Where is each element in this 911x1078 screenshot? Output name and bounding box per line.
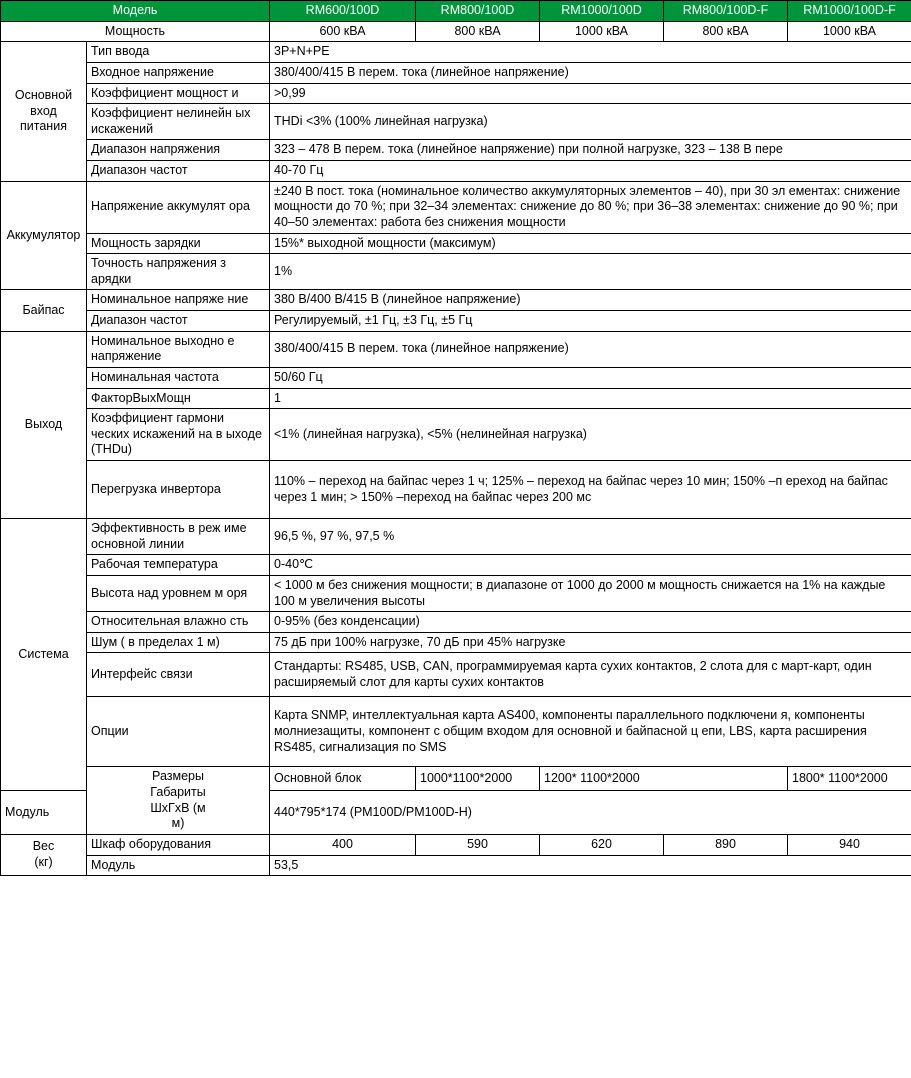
table-row: [1, 767, 911, 791]
value-charge-accuracy: 1%: [270, 254, 911, 290]
table-row: [1, 409, 911, 461]
table-row: [1, 140, 911, 161]
value-power-factor: >0,99: [270, 83, 911, 104]
group-dimensions-line2: Габариты: [150, 785, 206, 799]
value-charge-power: 15%* выходной мощности (максимум): [270, 233, 911, 254]
param-freq-range: Диапазон частот: [87, 161, 270, 182]
param-overload: Перегрузка инвертора: [87, 461, 270, 519]
group-battery: Аккумулятор: [1, 181, 87, 290]
table-row: [1, 575, 911, 611]
table-row: [1, 233, 911, 254]
group-main-input: Основной вход питания: [1, 42, 87, 181]
table-row: [1, 697, 911, 767]
table-row: [1, 161, 911, 182]
table-row: [1, 331, 911, 367]
param-input-type: Тип ввода: [87, 42, 270, 63]
group-dimensions-line1: Размеры: [152, 769, 204, 784]
group-bypass: Байпас: [1, 290, 87, 331]
param-noise: Шум ( в пределах 1 м): [87, 632, 270, 653]
param-charge-power: Мощность зарядки: [87, 233, 270, 254]
table-row: [1, 653, 911, 697]
table-row: [1, 612, 911, 633]
table-row: [1, 104, 911, 140]
value-options: Карта SNMP, интеллектуальная карта AS400, компоненты параллельного подключени я, компоненты молниезащиты, компонент с общим входом для основной и байпасной ц епи, LBS, карта расширения RS485, сигнализация по SMS: [270, 697, 911, 767]
table-row: [1, 42, 911, 63]
value-main-unit-c: 1800* 1100*2000: [788, 767, 911, 791]
header-col-1: RM600/100D: [270, 1, 416, 22]
header-col-5: RM1000/100D-F: [788, 1, 911, 22]
param-options: Опции: [87, 697, 270, 767]
value-overload: 110% – переход на байпас через 1 ч; 125% – переход на байпас через 10 мин; 150% –п ереход на байпас через 1 мин; > 150% –переход на байпас через 200 мс: [270, 461, 911, 519]
param-altitude: Высота над уровнем м оря: [87, 575, 270, 611]
value-output-freq: 50/60 Гц: [270, 367, 911, 388]
table-row-power: [1, 21, 911, 42]
value-battery-voltage: ±240 В пост. тока (номинальное количество аккумуляторных элементов – 40), при 30 эл ементах: снижение мощности до 70 %; при 32–34 элементах: снижение до 80 %; при 36–38 элементах: снижение до 90 %; при 40–50 элементах: работа без снижения мощности: [270, 181, 911, 233]
power-value-4: 800 кВА: [664, 21, 788, 42]
value-thd-factor: THDi <3% (100% линейная нагрузка): [270, 104, 911, 140]
param-module-dim: Модуль: [1, 790, 87, 834]
table-header-row: [1, 1, 911, 22]
group-dimensions-line3: ШхГхВ (м: [150, 800, 206, 815]
table-row: [1, 834, 911, 855]
group-weight: [1, 834, 87, 875]
table-row: [1, 461, 911, 519]
value-temperature: 0-40℃: [270, 555, 911, 576]
header-col-2: RM800/100D: [416, 1, 540, 22]
param-voltage-range: Диапазон напряжения: [87, 140, 270, 161]
table-row: [1, 555, 911, 576]
table-row: [1, 254, 911, 290]
param-output-pf: ФакторВыхМощн: [87, 388, 270, 409]
param-input-voltage: Входное напряжение: [87, 62, 270, 83]
value-output-pf: 1: [270, 388, 911, 409]
header-col-4: RM800/100D-F: [664, 1, 788, 22]
header-col-3: RM1000/100D: [540, 1, 664, 22]
power-value-3: 1000 кВА: [540, 21, 664, 42]
param-cabinet-weight: Шкаф оборудования: [87, 834, 270, 855]
param-power-factor: Коэффициент мощност и: [87, 83, 270, 104]
param-temperature: Рабочая температура: [87, 555, 270, 576]
value-freq-range: 40-70 Гц: [270, 161, 911, 182]
param-thd-factor: Коэффициент нелинейн ых искажений: [87, 104, 270, 140]
value-cabinet-weight-3: 620: [540, 834, 664, 855]
table-row: [1, 181, 911, 233]
param-battery-voltage: Напряжение аккумулят ора: [87, 181, 270, 233]
value-input-voltage: 380/400/415 В перем. тока (линейное напряжение): [270, 62, 911, 83]
param-output-freq: Номинальная частота: [87, 367, 270, 388]
table-row: [1, 388, 911, 409]
value-module-weight: 53,5: [270, 855, 911, 876]
value-efficiency: 96,5 %, 97 %, 97,5 %: [270, 519, 911, 555]
param-output-voltage: Номинальное выходно е напряжение: [87, 331, 270, 367]
param-output-thdu: Коэффициент гармони ческих искажений на в ыходе (THDu): [87, 409, 270, 461]
param-humidity: Относительная влажно сть: [87, 612, 270, 633]
group-system: Система: [1, 519, 87, 791]
power-value-2: 800 кВА: [416, 21, 540, 42]
value-cabinet-weight-5: 940: [788, 834, 911, 855]
value-bypass-voltage: 380 В/400 В/415 В (линейное напряжение): [270, 290, 911, 311]
param-bypass-voltage: Номинальное напряже ние: [87, 290, 270, 311]
group-weight-line1: Вес: [32, 839, 55, 854]
value-cabinet-weight-1: 400: [270, 834, 416, 855]
value-altitude: < 1000 м без снижения мощности; в диапазоне от 1000 до 2000 м мощность снижается на 1% на каждые 100 м увеличения высоты: [270, 575, 911, 611]
value-module-dim: 440*795*174 (РМ100D/PM100D-H): [270, 790, 911, 834]
table-row: [1, 519, 911, 555]
value-noise: 75 дБ при 100% нагрузке, 70 дБ при 45% нагрузке: [270, 632, 911, 653]
table-row: [1, 62, 911, 83]
value-input-type: 3P+N+PE: [270, 42, 911, 63]
param-bypass-freq: Диапазон частот: [87, 311, 270, 332]
param-interface: Интерфейс связи: [87, 653, 270, 697]
group-dimensions-line4: м): [171, 816, 185, 831]
param-charge-accuracy: Точность напряжения з арядки: [87, 254, 270, 290]
table-row: [1, 311, 911, 332]
param-module-weight: Модуль: [87, 855, 270, 876]
value-voltage-range: 323 – 478 В перем. тока (линейное напряжение) при полной нагрузке, 323 – 138 В пере: [270, 140, 911, 161]
group-output: Выход: [1, 331, 87, 518]
value-humidity: 0-95% (без конденсации): [270, 612, 911, 633]
value-main-unit-b: 1200* 1100*2000: [540, 767, 788, 791]
power-label: Мощность: [1, 21, 270, 42]
value-main-unit-a: 1000*1100*2000: [416, 767, 540, 791]
group-dimensions: [87, 767, 270, 835]
value-cabinet-weight-4: 890: [664, 834, 788, 855]
param-main-unit: Основной блок: [270, 767, 416, 791]
value-bypass-freq: Регулируемый, ±1 Гц, ±3 Гц, ±5 Гц: [270, 311, 911, 332]
param-efficiency: Эффективность в реж име основной линии: [87, 519, 270, 555]
table-row: [1, 83, 911, 104]
value-output-voltage: 380/400/415 В перем. тока (линейное напряжение): [270, 331, 911, 367]
table-row: [1, 290, 911, 311]
value-cabinet-weight-2: 590: [416, 834, 540, 855]
table-row: [1, 855, 911, 876]
group-weight-line2: (кг): [34, 855, 53, 869]
value-output-thdu: <1% (линейная нагрузка), <5% (нелинейная нагрузка): [270, 409, 911, 461]
power-value-1: 600 кВА: [270, 21, 416, 42]
header-model: Модель: [1, 1, 270, 22]
table-row: [1, 367, 911, 388]
value-interface: Стандарты: RS485, USB, CAN, программируемая карта сухих контактов, 2 слота для с март-карт, один расширяемый слот для карты сухих контактов: [270, 653, 911, 697]
power-value-5: 1000 кВА: [788, 21, 911, 42]
table-row: [1, 632, 911, 653]
